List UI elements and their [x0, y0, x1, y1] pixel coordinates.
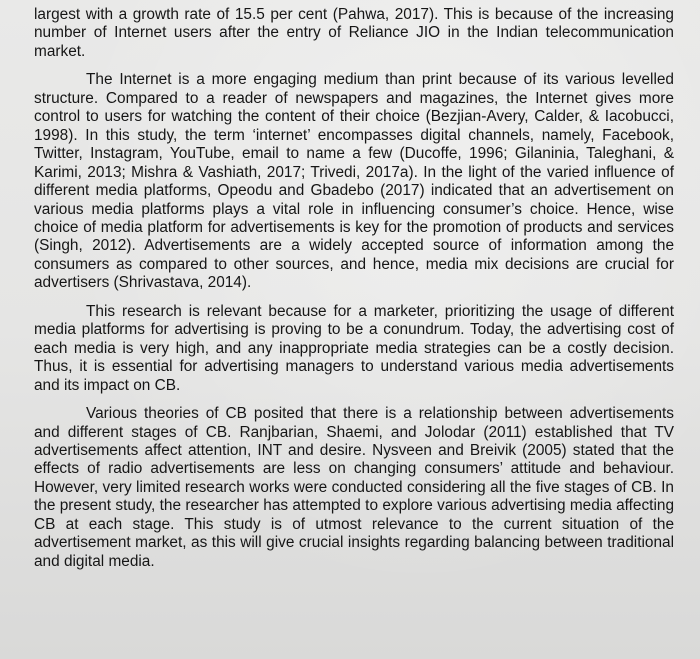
paragraph-1: largest with a growth rate of 15.5 per cent (Pahwa, 2017). This is because of the increasing number of Internet users after the entry of Reliance JIO in the Indian telecommunication market. — [34, 6, 674, 60]
paragraph-gap — [34, 61, 674, 71]
document-body — [34, 6, 674, 571]
paragraph-2: The Internet is a more engaging medium than print because of its various levelled structure. Compared to a reader of newspapers and magazines, the Internet gives more control to users for watching the content of their choice (Bezjian-Avery, Calder, & Iacobucci, 1998). In this study, the term ‘internet’ encompasses digital channels, namely, Facebook, Twitter, Instagram, YouTube, email to name a few (Ducoffe, 1996; Gilaninia, Taleghani, & Karimi, 2013; Mishra & Vashiath, 2017; Trivedi, 2017a). In the light of the varied influence of different media platforms, Opeodu and Gbadebo (2017) indicated that an advertisement on various media platforms plays a vital role in influencing consumer’s choice. Hence, wise choice of media platform for advertisements is key for the promotion of products and services (Singh, 2012). Advertisements are a widely accepted source of information among the consumers as compared to other sources, and hence, media mix decisions are crucial for advertisers (Shrivastava, 2014). — [34, 71, 674, 292]
paragraph-3: This research is relevant because for a marketer, prioritizing the usage of different media platforms for advertising is proving to be a conundrum. Today, the advertising cost of each media is very high, and any inappropriate media strategies can be a costly decision. Thus, it is essential for advertising managers to understand various media advertisements and its impact on CB. — [34, 302, 674, 394]
paragraph-gap — [34, 293, 674, 303]
paragraph-4: Various theories of CB posited that there is a relationship between advertisements and different stages of CB. Ranjbarian, Shaemi, and Jolodar (2011) established that TV advertisements affect attention, INT and desire. Nysveen and Breivik (2005) stated that the effects of radio advertisements are less on changing consumers’ attitude and behaviour. However, very limited research works were conducted considering all the five stages of CB. In the present study, the researcher has attempted to explore various advertising media affecting CB at each stage. This study is of utmost relevance to the current situation of the advertisement market, as this will give crucial insights regarding balancing between traditional and digital media. — [34, 405, 674, 570]
paragraph-gap — [34, 395, 674, 405]
